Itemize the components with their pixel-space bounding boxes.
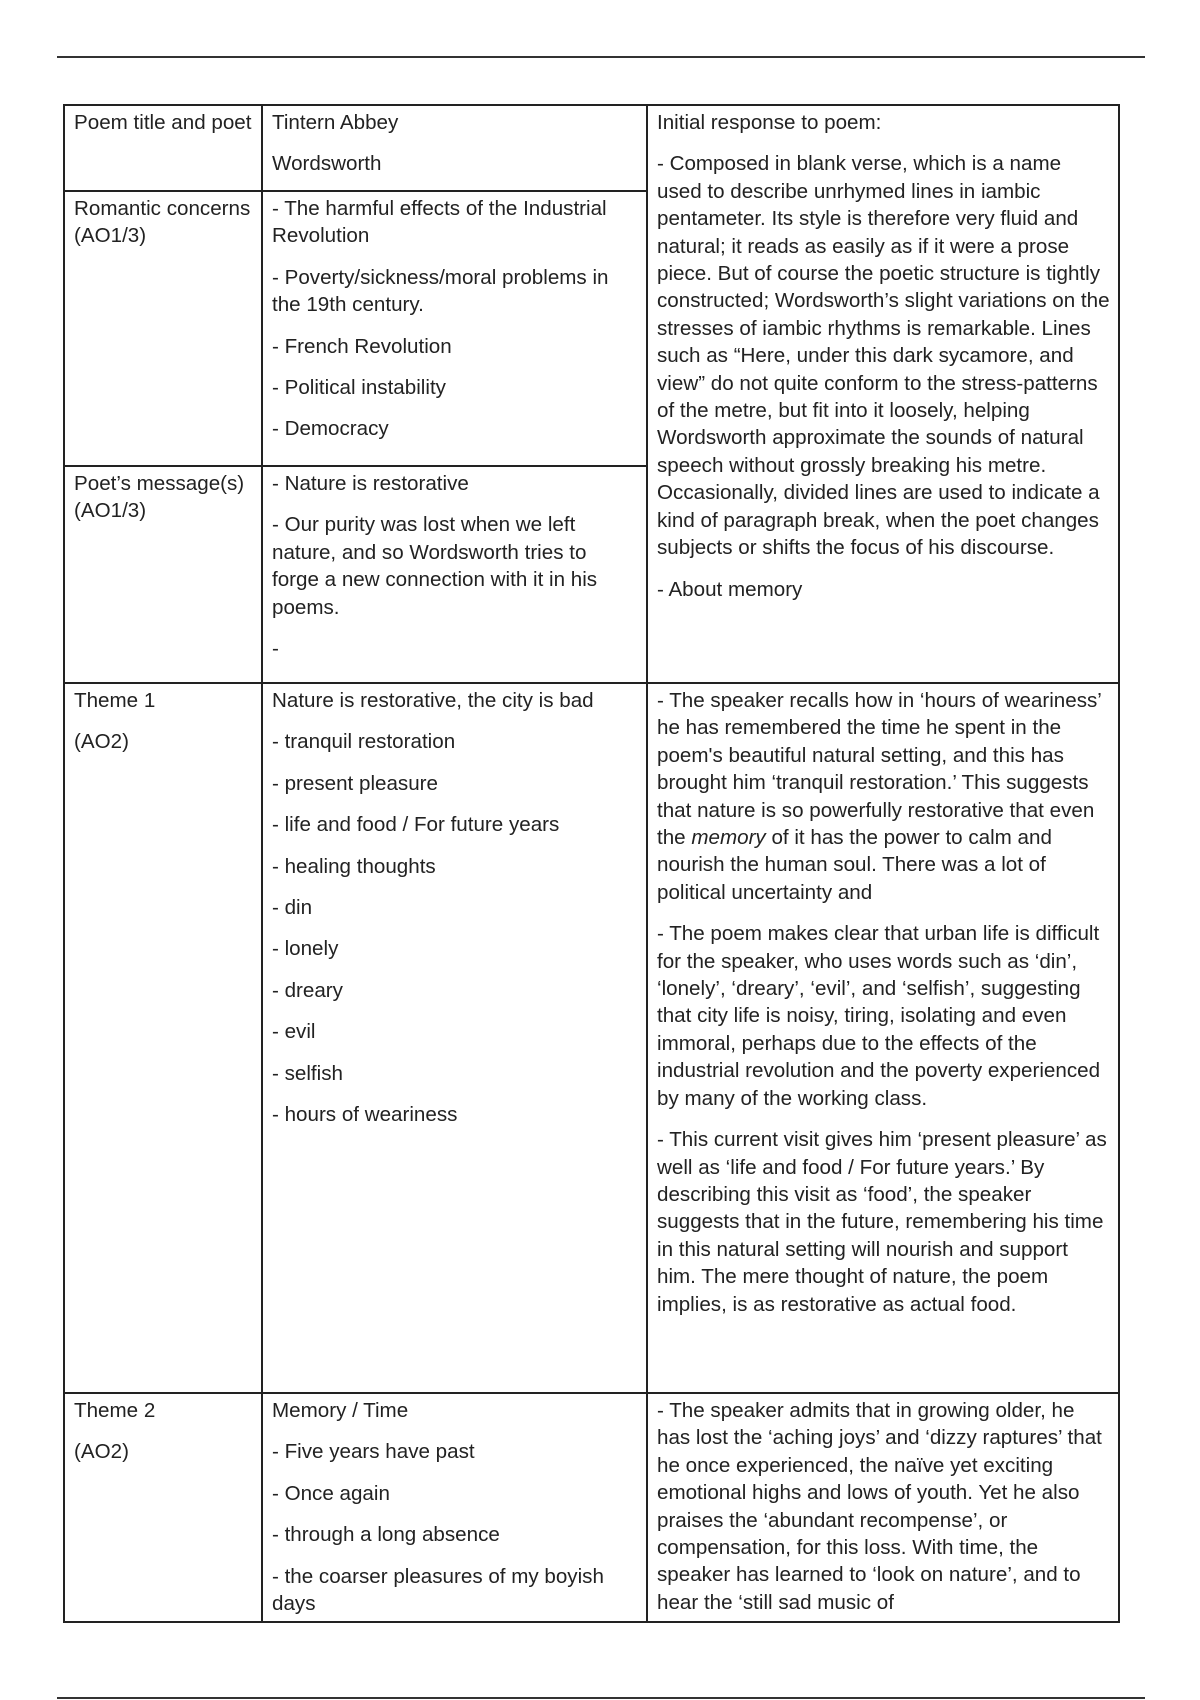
quote-item: - hours of weariness [272, 1103, 458, 1127]
theme-1-quotes-cell [261, 682, 648, 1394]
theme-heading: Memory / Time [272, 1399, 409, 1422]
analysis-paragraph: - The speaker recalls how in ‘hours of weariness’ he has remembered the time he spent in the poem's beautiful natural setting, and this has brought him ‘tranquil restoration.’ This suggests that nature is so powerfully restorative that even the memory of it has the power to calm and nourish the human soul. There was a lot of political uncertainty and [657, 689, 1102, 904]
analysis-paragraph: - This current visit gives him ‘present pleasure’ as well as ‘life and food / For future years.’ By describing this visit as ‘food’, the speaker suggests that in the future, remembering his time in this natural setting will nourish and support him. The mere thought of nature, the poem implies, is as restorative as actual food. [657, 1128, 1107, 1316]
analysis-paragraph: - The speaker admits that in growing older, he has lost the ‘aching joys’ and ‘dizzy raptures’ that he once experienced, the naïve yet exciting emotional highs and lows of youth. Yet he also praises the ‘abundant recompense’, or compensation, for this loss. With time, the speaker has learned to ‘look on nature’, and to hear the ‘still sad music of [657, 1399, 1102, 1614]
label-theme-2: Theme 2 (AO2) [63, 1392, 263, 1623]
quote-item: - present pleasure [272, 771, 438, 795]
quote-item: - Five years have past [272, 1440, 475, 1464]
list-item: - Democracy [272, 417, 389, 441]
quote-item: - dreary [272, 978, 343, 1002]
list-item: - [272, 637, 279, 661]
poem-title-cell [261, 104, 648, 192]
list-item: - Our purity was lost when we left nature, and so Wordsworth tries to forge a new connection with it in his poems. [272, 513, 598, 619]
initial-response-paragraph: - Composed in blank verse, which is a name used to describe unrhymed lines in iambic pentameter. Its style is therefore very fluid and natural; it reads as easily as if it were a prose piece. But of course the poetic structure is tightly constructed; Wordsworth’s slight variations on the stresses of iambic rhythms is remarkable. Lines such as “Here, under this dark sycamore, and view” do not quite conform to the stress-patterns of the metre, but fit into it loosely, helping Wordsworth approximate the sounds of natural speech without grossly breaking his metre. Occasionally, divided lines are used to indicate a kind of paragraph break, when the poet changes subjects or shifts the focus of his discourse. [657, 152, 1110, 560]
initial-response-cell [646, 104, 1120, 684]
quote-item: - through a long absence [272, 1523, 500, 1547]
theme-heading: Nature is restorative, the city is bad [272, 689, 594, 712]
label-theme-1: Theme 1 (AO2) [63, 682, 263, 1394]
label-poem-title: Poem title and poet [63, 104, 263, 192]
romantic-concerns-cell [261, 190, 648, 467]
quote-item: - lonely [272, 937, 339, 961]
list-item: - The harmful effects of the Industrial Revolution [272, 197, 607, 248]
poets-message-cell [261, 465, 648, 684]
quote-item: - din [272, 896, 313, 920]
list-item: - Poverty/sickness/moral problems in the 19th century. [272, 265, 609, 317]
initial-response-heading: Initial response to poem: [657, 111, 882, 134]
quote-item: - selfish [272, 1061, 343, 1085]
quote-item: - the coarser pleasures of my boyish days [272, 1564, 604, 1616]
quote-item: - evil [272, 1020, 316, 1044]
list-item: - Nature is restorative [272, 472, 469, 495]
list-item: - French Revolution [272, 334, 452, 358]
label-poets-message: Poet’s message(s) (AO1/3) [63, 465, 263, 684]
header-rule [57, 56, 1145, 58]
label-romantic-concerns: Romantic concerns (AO1/3) [63, 190, 263, 467]
theme-1-analysis-cell [646, 682, 1120, 1394]
poem-title: Tintern Abbey [272, 111, 399, 134]
list-item: - Political instability [272, 376, 446, 400]
quote-item: - healing thoughts [272, 854, 436, 878]
quote-item: - Once again [272, 1481, 390, 1505]
footer-rule [57, 1697, 1145, 1699]
poet-name: Wordsworth [272, 152, 382, 176]
quote-item: - life and food / For future years [272, 813, 560, 837]
analysis-paragraph: - The poem makes clear that urban life is difficult for the speaker, who uses words such as ‘din’, ‘lonely’, ‘dreary’, ‘evil’, and ‘selfish’, suggesting that city life is noisy, tiring, isolating and even immoral, perhaps due to the effects of the industrial revolution and the poverty experienced by many of the working class. [657, 922, 1101, 1110]
initial-response-paragraph: - About memory [657, 577, 803, 601]
theme-2-quotes-cell [261, 1392, 648, 1623]
quote-item: - tranquil restoration [272, 730, 456, 754]
theme-2-analysis-cell [646, 1392, 1120, 1623]
